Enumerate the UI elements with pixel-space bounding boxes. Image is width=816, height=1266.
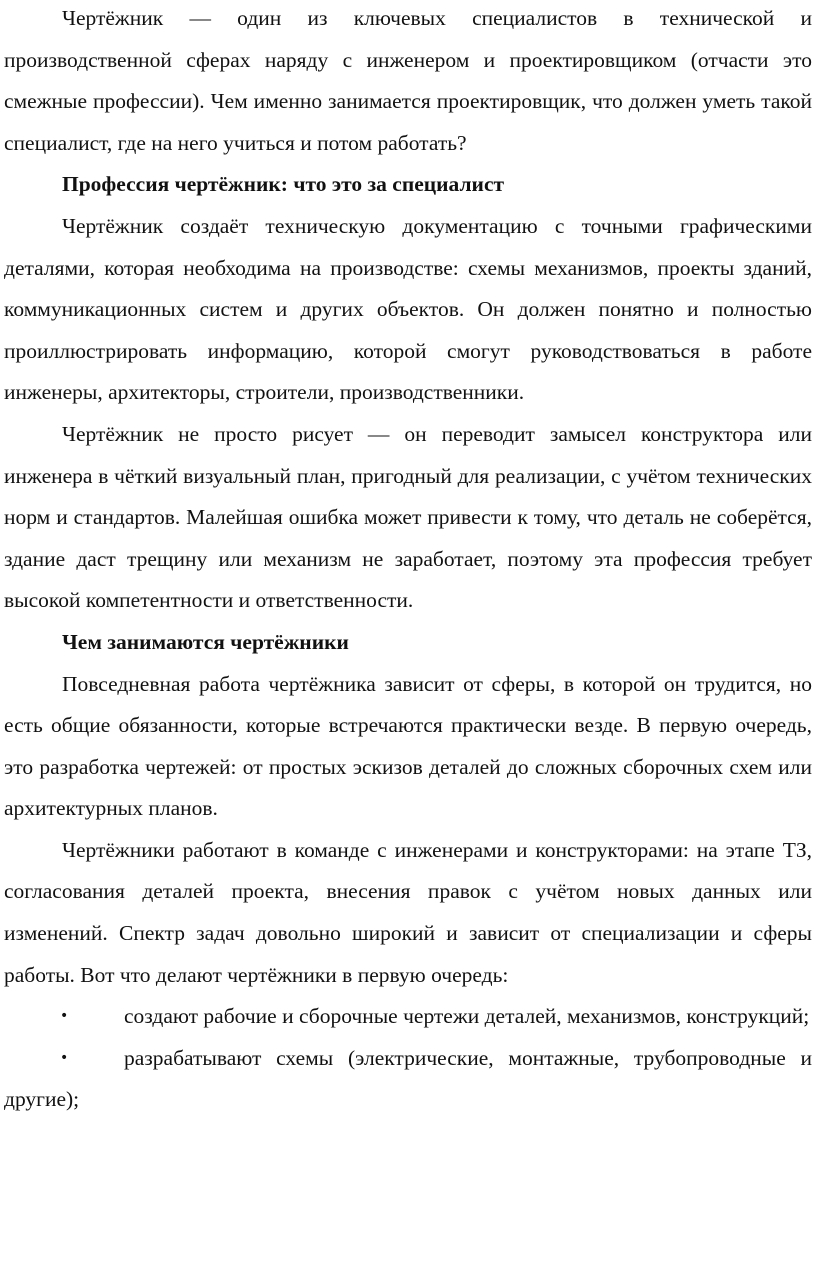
duties-list bbox=[4, 996, 812, 1121]
paragraph-daily-work: Повседневная работа чертёжника зависит от сферы, в которой он трудится, но есть общие обязанности, которые встречаются практически везде. В первую очередь, это разработка чертежей: от простых эскизов деталей до сложных сборочных схем или архитектурных планов. bbox=[4, 671, 812, 821]
list-item-text: создают рабочие и сборочные чертежи деталей, механизмов, конструкций; bbox=[124, 1004, 810, 1029]
paragraph-intro: Чертёжник — один из ключевых специалистов в технической и производственной сферах наряду с инженером и проектировщиком (отчасти это смежные профессии). Чем именно занимается проектировщик, что должен уметь такой специалист, где на него учиться и потом работать? bbox=[4, 6, 812, 155]
paragraph-description: Чертёжник создаёт техническую документацию с точными графическими деталями, которая необходима на производстве: схемы механизмов, проекты зданий, коммуникационных систем и других объектов. Он должен понятно и полностью проиллюстрировать информацию, которой смогут руководствоваться в работе инженеры, архитекторы, строители, производственники. bbox=[4, 213, 812, 405]
heading-duties: Чем занимаются чертёжники bbox=[62, 629, 349, 654]
list-item bbox=[4, 1038, 812, 1121]
list-item-text: разрабатывают схемы (электрические, монтажные, трубопроводные и другие); bbox=[4, 1045, 812, 1112]
list-item bbox=[4, 996, 812, 1038]
bullet-icon: • bbox=[60, 1049, 69, 1066]
heading-profession: Профессия чертёжник: что это за специалист bbox=[62, 172, 505, 197]
paragraph-teamwork: Чертёжники работают в команде с инженерами и конструкторами: на этапе ТЗ, согласования деталей проекта, внесения правок с учётом новых данных или изменений. Спектр задач довольно широкий и зависит от специализации и сферы работы. Вот что делают чертёжники в первую очередь: bbox=[4, 837, 812, 987]
paragraph-responsibility: Чертёжник не просто рисует — он переводит замысел конструктора или инженера в чёткий визуальный план, пригодный для реализации, с учётом технических норм и стандартов. Малейшая ошибка может привести к тому, что деталь не соберётся, здание даст трещину или механизм не заработает, поэтому эта профессия требует высокой компетентности и ответственности. bbox=[4, 421, 812, 613]
bullet-icon: • bbox=[60, 1008, 69, 1025]
